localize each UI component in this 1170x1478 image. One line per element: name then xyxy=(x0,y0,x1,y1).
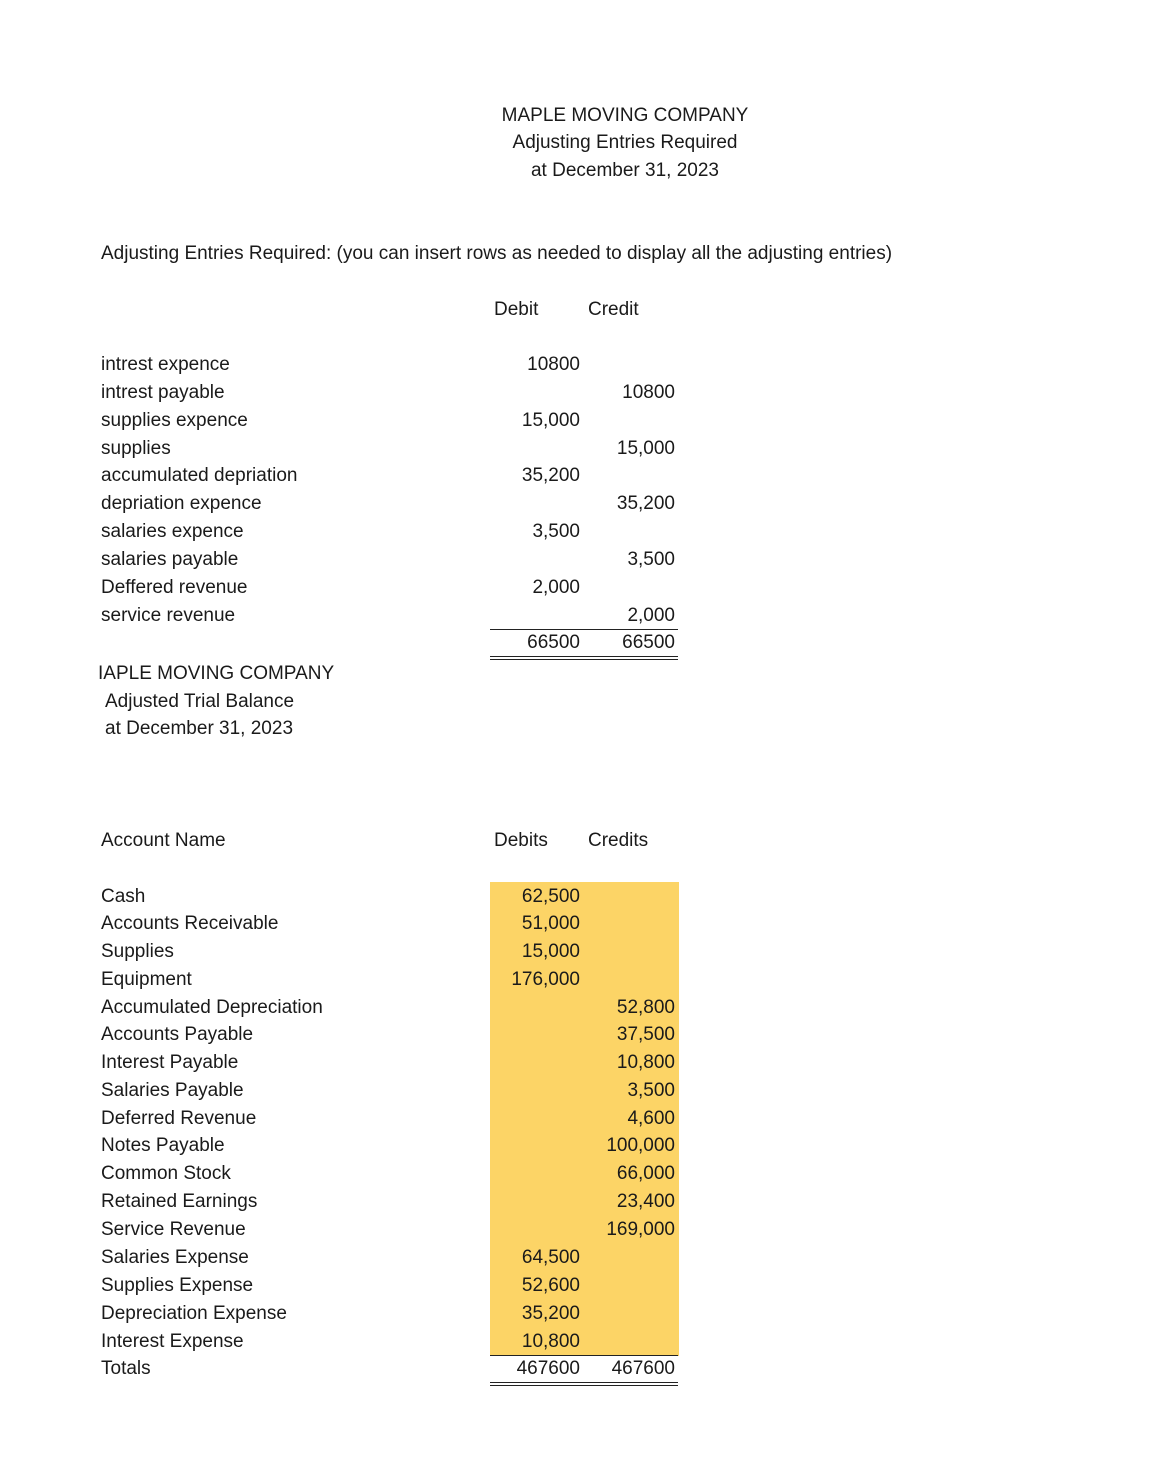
tb-credit: 66,000 xyxy=(616,1163,675,1184)
tb-account: Accounts Receivable xyxy=(101,913,279,934)
debit-header: Debit xyxy=(494,299,539,320)
tb-account: Supplies xyxy=(101,941,174,962)
tb-credit: 37,500 xyxy=(616,1024,675,1045)
entry-credit: 10800 xyxy=(622,382,675,403)
tb-credit: 3,500 xyxy=(627,1080,675,1101)
tb-debit: 62,500 xyxy=(521,886,580,907)
entry-account: supplies expence xyxy=(101,410,248,431)
tb-account: Accumulated Depreciation xyxy=(101,997,323,1018)
account-name-header: Account Name xyxy=(101,830,226,851)
entry-account: service revenue xyxy=(101,605,236,626)
entry-debit: 3,500 xyxy=(532,521,580,542)
double-rule xyxy=(490,656,678,660)
entry-account: intrest expence xyxy=(101,354,230,375)
tb-credit: 169,000 xyxy=(606,1219,675,1240)
tb-debit: 51,000 xyxy=(521,913,580,934)
tb-credit: 23,400 xyxy=(616,1191,675,1212)
entry-credit: 3,500 xyxy=(627,549,675,570)
tb-double-rule xyxy=(490,1382,678,1386)
tb-credit: 4,600 xyxy=(627,1108,675,1129)
debits-header: Debits xyxy=(494,830,548,851)
report-date: at December 31, 2023 xyxy=(530,160,719,181)
tb-total-credit: 467600 xyxy=(611,1358,675,1379)
company-title: MAPLE MOVING COMPANY xyxy=(501,105,749,126)
tb-debit: 15,000 xyxy=(521,941,580,962)
tb-account: Deferred Revenue xyxy=(101,1108,257,1129)
adjusting-total-credit: 66500 xyxy=(622,632,675,653)
entry-account: accumulated depriation xyxy=(101,465,298,486)
report-subtitle: Adjusting Entries Required xyxy=(512,132,738,153)
credits-header: Credits xyxy=(588,830,649,851)
tb-debit: 52,600 xyxy=(521,1275,580,1296)
tb-account: Interest Payable xyxy=(101,1052,239,1073)
entry-account: salaries payable xyxy=(101,549,239,570)
tb-credit: 10,800 xyxy=(616,1052,675,1073)
tb-company-title: IAPLE MOVING COMPANY xyxy=(98,663,335,684)
tb-account: Supplies Expense xyxy=(101,1275,254,1296)
entry-account: intrest payable xyxy=(101,382,225,403)
entry-account: salaries expence xyxy=(101,521,244,542)
entry-account: Deffered revenue xyxy=(101,577,248,598)
entry-credit: 35,200 xyxy=(616,493,675,514)
credit-header: Credit xyxy=(588,299,639,320)
tb-debit: 10,800 xyxy=(521,1331,580,1352)
tb-total-debit: 467600 xyxy=(516,1358,580,1379)
tb-account: Depreciation Expense xyxy=(101,1303,287,1324)
tb-account: Accounts Payable xyxy=(101,1024,254,1045)
entry-debit: 2,000 xyxy=(532,577,580,598)
tb-account: Equipment xyxy=(101,969,192,990)
entry-account: depriation expence xyxy=(101,493,262,514)
tb-subtitle: Adjusted Trial Balance xyxy=(105,691,295,712)
tb-account: Salaries Payable xyxy=(101,1080,244,1101)
entry-credit: 2,000 xyxy=(627,605,675,626)
tb-account: Notes Payable xyxy=(101,1135,225,1156)
tb-account: Retained Earnings xyxy=(101,1191,258,1212)
entry-credit: 15,000 xyxy=(616,438,675,459)
tb-account: Service Revenue xyxy=(101,1219,246,1240)
tb-date: at December 31, 2023 xyxy=(105,718,294,739)
tb-debit: 35,200 xyxy=(521,1303,580,1324)
entry-debit: 35,200 xyxy=(521,465,580,486)
tb-account: Cash xyxy=(101,886,146,907)
tb-debit: 176,000 xyxy=(511,969,580,990)
entry-account: supplies xyxy=(101,438,171,459)
totals-label: Totals xyxy=(101,1358,151,1379)
tb-credit: 100,000 xyxy=(606,1135,675,1156)
tb-credit: 52,800 xyxy=(616,997,675,1018)
tb-debit: 64,500 xyxy=(521,1247,580,1268)
entry-debit: 10800 xyxy=(527,354,580,375)
tb-account: Common Stock xyxy=(101,1163,231,1184)
adjusting-total-debit: 66500 xyxy=(527,632,580,653)
entry-debit: 15,000 xyxy=(521,410,580,431)
tb-account: Interest Expense xyxy=(101,1331,244,1352)
tb-account: Salaries Expense xyxy=(101,1247,249,1268)
instructions-text: Adjusting Entries Required: (you can insert rows as needed to display all the adjusting entries) xyxy=(101,243,893,264)
